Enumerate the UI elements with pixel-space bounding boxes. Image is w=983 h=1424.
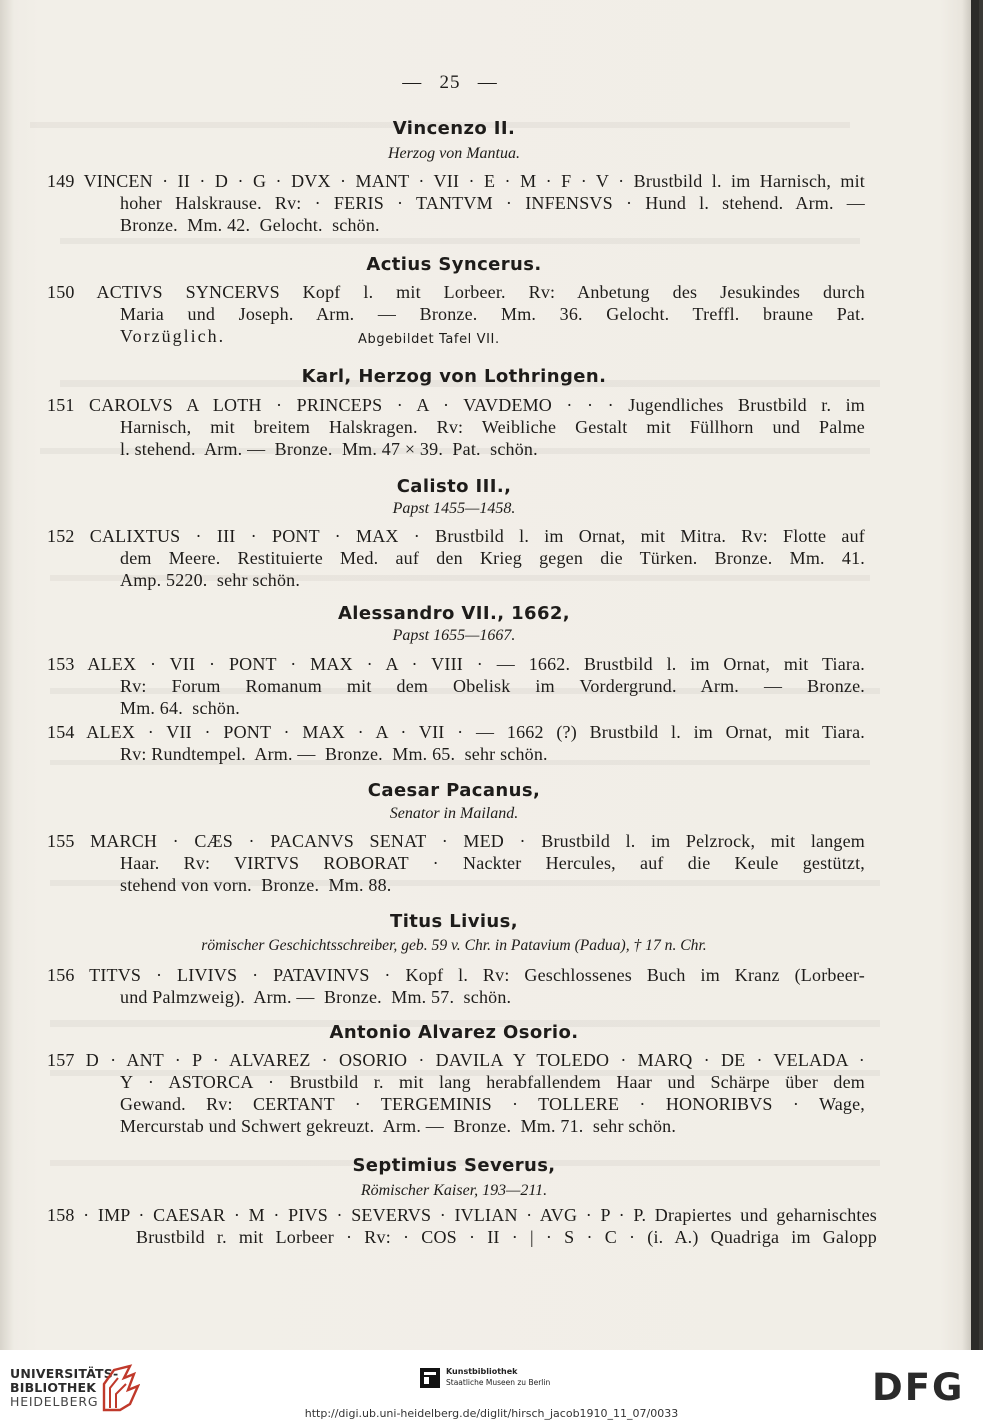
kb-line-1: Kunstbibliothek (446, 1367, 518, 1376)
entry-149-line-2: hoher Halskrause. Rv: · FERIS · TANTVM · INFENSVS · Hund l. stehend. Arm. — (120, 193, 865, 213)
entry-150-line-1: 150 ACTIVS SYNCERVS Kopf l. mit Lorbeer. Rv: Anbetung des Jesukindes durch (47, 282, 865, 302)
entry-151-line-3: l. stehend. Arm. — Bronze. Mm. 47 × 39. Pat. schön. (120, 439, 538, 459)
section-subtitle-pacanus: Senator in Mailand. (389, 805, 519, 822)
entry-153-line-3: Mm. 64. schön. (120, 698, 240, 718)
entry-154-line-2: Rv: Rundtempel. Arm. — Bronze. Mm. 65. sehr schön. (120, 744, 548, 764)
entry-155-line-2: Haar. Rv: VIRTVS ROBORAT · Nackter Hercules, auf die Keule gestützt, (120, 853, 865, 873)
page-dash-left: — (402, 72, 423, 93)
entry-157-line-2: Y · ASTORCA · Brustbild r. mit lang herabfallendem Haar und Schärpe über dem (120, 1072, 865, 1092)
page-number (0, 72, 900, 94)
section-subtitle-alessandro: Papst 1655—1667. (392, 627, 516, 644)
entry-149-line-3: Bronze. Mm. 42. Gelocht. schön. (120, 215, 380, 235)
entry-150-line-3: Vorzüglich. (120, 326, 226, 346)
kb-line-2: Staatliche Museen zu Berlin (446, 1378, 551, 1387)
permalink-url[interactable]: http://digi.ub.uni-heidelberg.de/diglit/hirsch_jacob1910_11_07/0033 (304, 1407, 679, 1420)
entry-153-line-2: Rv: Forum Romanum mit dem Obelisk im Vordergrund. Arm. — Bronze. (120, 676, 865, 696)
entry-154-line-1: 154 ALEX · VII · PONT · MAX · A · VII · — 1662 (?) Brustbild l. im Ornat, mit Tiara. (47, 722, 865, 742)
entry-155-line-3: stehend von vorn. Bronze. Mm. 88. (120, 875, 392, 895)
entry-153-line-1: 153 ALEX · VII · PONT · MAX · A · VIII · — 1662. Brustbild l. im Ornat, mit Tiara. (47, 654, 865, 674)
entry-151-line-1: 151 CAROLVS A LOTH · PRINCEPS · A · VAVDEMO · · · Jugendliches Brustbild r. im (47, 395, 865, 415)
kunstbibliothek-label (446, 1366, 550, 1388)
entry-150-line-2: Maria und Joseph. Arm. — Bronze. Mm. 36. Gelocht. Treffl. braune Pat. (120, 304, 865, 324)
section-title-calisto: Calisto III., (396, 476, 512, 497)
section-subtitle-severus: Römischer Kaiser, 193—211. (360, 1182, 548, 1199)
entry-152-line-1: 152 CALIXTUS · III · PONT · MAX · Brustbild l. im Ornat, mit Mitra. Rv: Flotte auf (47, 526, 865, 546)
entry-157-line-4: Mercurstab und Schwert gekreuzt. Arm. — Bronze. Mm. 71. sehr schön. (120, 1116, 677, 1136)
ub-heidelberg-logo-icon[interactable] (100, 1364, 140, 1412)
ub-line-2: BIBLIOTHEK (10, 1380, 97, 1395)
page-dash-right: — (477, 72, 498, 93)
entry-157-line-3: Gewand. Rv: CERTANT · TERGEMINIS · TOLLERE · HONORIBVS · Wage, (120, 1094, 865, 1114)
entry-150-caption: Abgebildet Tafel VII. (358, 332, 500, 347)
section-title-livius: Titus Livius, (390, 911, 518, 932)
section-title-syncerus: Actius Syncerus. (366, 254, 542, 275)
section-subtitle-livius: römischer Geschichtsschreiber, geb. 59 v. Chr. in Patavium (Padua), † 17 n. Chr. (201, 937, 707, 954)
section-subtitle-vincenzo: Herzog von Mantua. (388, 145, 520, 162)
entry-156-line-2: und Palmzweig). Arm. — Bronze. Mm. 57. schön. (120, 987, 512, 1007)
section-title-osorio: Antonio Alvarez Osorio. (329, 1022, 579, 1043)
entry-149-line-1: 149 VINCEN · II · D · G · DVX · MANT · VII · E · M · F · V · Brustbild l. im Harnisch, mit (47, 171, 865, 191)
entry-158-line-1: 158 · IMP · CAESAR · M · PIVS · SEVERVS · IVLIAN · AVG · P · P. Drapiertes und geharnischtes (47, 1205, 877, 1225)
section-title-vincenzo: Vincenzo II. (392, 118, 516, 139)
section-title-alessandro: Alessandro VII., 1662, (337, 603, 571, 624)
entry-156-line-1: 156 TITVS · LIVIVS · PATAVINVS · Kopf l. Rv: Geschlossenes Buch im Kranz (Lorbeer- (47, 965, 865, 985)
entry-152-line-2: dem Meere. Restituierte Med. auf den Krieg gegen die Türken. Bronze. Mm. 41. (120, 548, 865, 568)
kunstbibliothek-logo-icon[interactable] (420, 1368, 440, 1388)
ub-line-3: HEIDELBERG (10, 1394, 99, 1409)
entry-157-line-1: 157 D · ANT · P · ALVAREZ · OSORIO · DAVILA Y TOLEDO · MARQ · DE · VELADA · (47, 1050, 865, 1070)
section-title-severus: Septimius Severus, (352, 1155, 556, 1176)
section-subtitle-calisto: Papst 1455—1458. (392, 500, 516, 517)
entry-151-line-2: Harnisch, mit breitem Halskragen. Rv: Weibliche Gestalt mit Füllhorn und Palme (120, 417, 865, 437)
section-title-karl: Karl, Herzog von Lothringen. (301, 366, 607, 387)
entry-155-line-1: 155 MARCH · CÆS · PACANVS SENAT · MED · Brustbild l. im Pelzrock, mit langem (47, 831, 865, 851)
dfg-logo[interactable]: DFG (872, 1366, 965, 1409)
page-number-value: 25 (439, 72, 461, 93)
section-title-pacanus: Caesar Pacanus, (367, 780, 541, 801)
entry-158-line-2: Brustbild r. mit Lorbeer · Rv: · COS · II · | · S · C · (i. A.) Quadriga im Galopp (136, 1227, 877, 1247)
entry-152-line-3: Amp. 5220. sehr schön. (120, 570, 301, 590)
footer-bar (0, 1350, 983, 1424)
ub-line-1: UNIVERSITÄTS- (10, 1366, 119, 1381)
